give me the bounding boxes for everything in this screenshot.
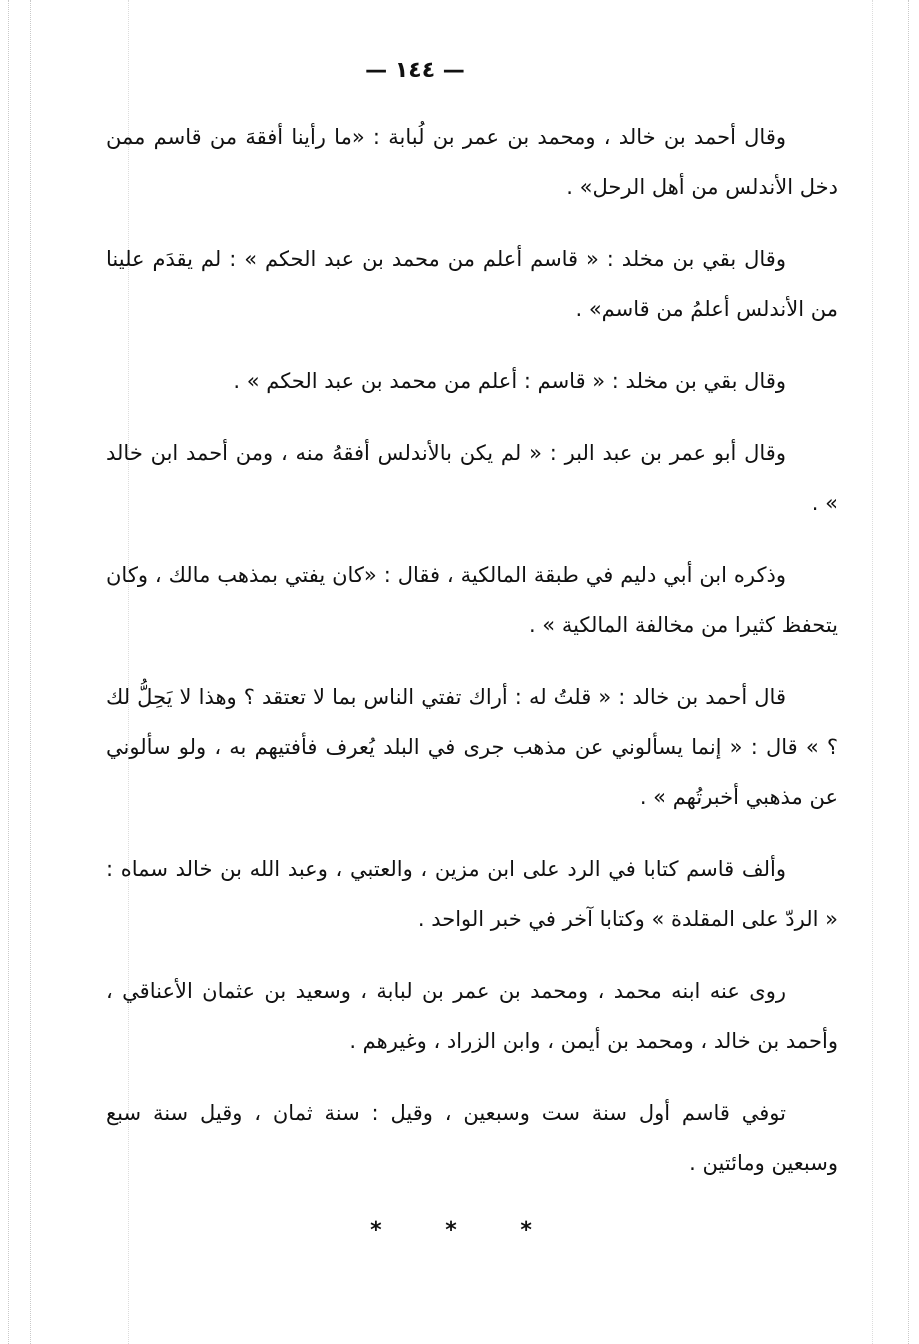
paragraph: روى عنه ابنه محمد ، ومحمد بن عمر بن لبابة ، وسعيد بن عثمان الأعناقي ، وأحمد بن خالد ، ومحمد بن أيمن ، وابن الزراد ، وغيرهم . <box>106 979 838 1053</box>
section-ornament: * * * <box>370 1218 560 1243</box>
scan-dotted-line <box>30 0 31 1344</box>
paragraph: توفي قاسم أول سنة ست وسبعين ، وقيل : سنة ثمان ، وقيل سنة سبع وسبعين ومائتين . <box>106 1101 838 1175</box>
paragraph: وقال أبو عمر بن عبد البر : « لم يكن بالأندلس أفقهُ منه ، ومن أحمد ابن خالد » . <box>106 441 838 515</box>
paragraph: وقال بقي بن مخلد : « قاسم أعلم من محمد بن عبد الحكم » : لم يقدَم علينا من الأندلس أعلمُ من قاسم» . <box>106 247 838 321</box>
scan-dotted-line <box>908 0 909 1344</box>
paragraph: وألف قاسم كتابا في الرد على ابن مزين ، والعتبي ، وعبد الله بن خالد سماه : « الردّ على المقلدة » وكتابا آخر في خبر الواحد . <box>106 857 838 931</box>
page-body <box>106 112 838 1210</box>
paragraph: وقال أحمد بن خالد ، ومحمد بن عمر بن لُبابة : «ما رأينا أفقهَ من قاسم ممن دخل الأندلس من أهل الرحل» . <box>106 125 838 199</box>
paragraph: وقال بقي بن مخلد : « قاسم : أعلم من محمد بن عبد الحكم » . <box>233 369 786 393</box>
paragraph: قال أحمد بن خالد : « قلتُ له : أراك تفتي الناس بما لا تعتقد ؟ وهذا لا يَحِلُّ لك ؟ » قال : « إنما يسألوني عن مذهب جرى في البلد يُعرف فأفتيهم به ، ولو سألوني عن مذهبي أخبرتُهم » . <box>106 685 838 809</box>
page-number: — ١٤٤ — <box>365 58 465 83</box>
scan-dotted-line <box>872 0 873 1344</box>
paragraph: وذكره ابن أبي دليم في طبقة المالكية ، فقال : «كان يفتي بمذهب مالك ، وكان يتحفظ كثيرا من مخالفة المالكية » . <box>106 563 838 637</box>
scan-dotted-line <box>8 0 9 1344</box>
